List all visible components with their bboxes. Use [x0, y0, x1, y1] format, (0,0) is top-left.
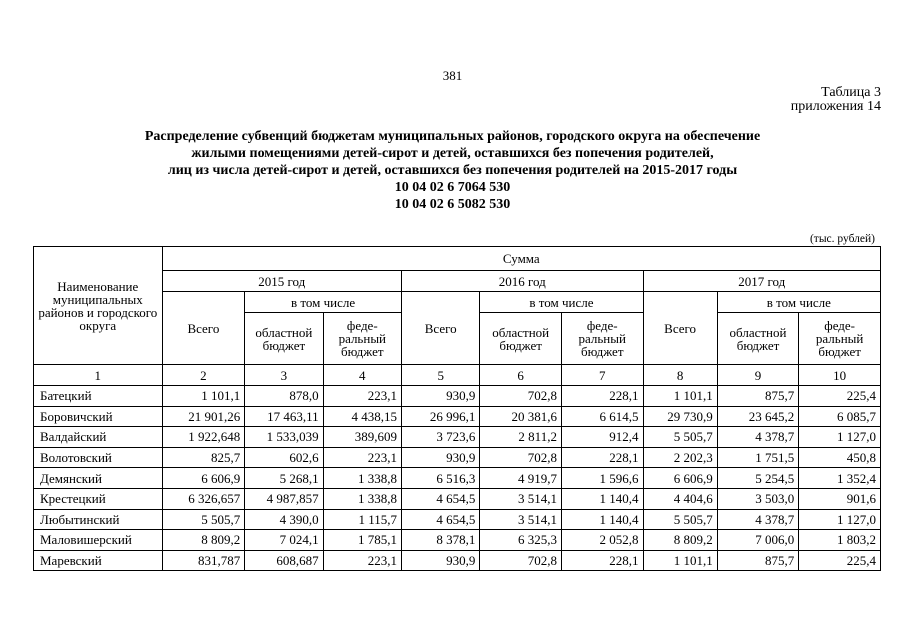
value-cell: 20 381,6	[480, 406, 562, 427]
value-cell: 225,4	[799, 550, 881, 571]
header-including: в том числе	[717, 292, 880, 313]
value-cell: 912,4	[561, 427, 643, 448]
district-name-cell: Маревский	[34, 550, 163, 571]
table-body	[34, 386, 881, 571]
value-cell: 1 101,1	[162, 386, 245, 407]
value-cell: 3 514,1	[480, 488, 562, 509]
value-cell: 608,687	[245, 550, 323, 571]
value-cell: 1 101,1	[643, 550, 717, 571]
value-cell: 1 596,6	[561, 468, 643, 489]
value-cell: 8 378,1	[402, 530, 480, 551]
value-cell: 1 140,4	[561, 509, 643, 530]
value-cell: 602,6	[245, 447, 323, 468]
value-cell: 17 463,11	[245, 406, 323, 427]
column-number: 5	[402, 365, 480, 386]
header-year-2015: 2015 год	[162, 271, 401, 292]
value-cell: 825,7	[162, 447, 245, 468]
header-year-2016: 2016 год	[402, 271, 644, 292]
column-number: 4	[323, 365, 401, 386]
value-cell: 875,7	[717, 386, 799, 407]
value-cell: 1 533,039	[245, 427, 323, 448]
column-number: 7	[561, 365, 643, 386]
header-total: Всего	[643, 292, 717, 365]
district-name-cell: Маловишерский	[34, 530, 163, 551]
table-label-line1: Таблица 3	[821, 85, 881, 100]
table-row	[34, 509, 881, 530]
value-cell: 875,7	[717, 550, 799, 571]
title-line: жилыми помещениями детей-сирот и детей, оставшихся без попечения родителей,	[191, 146, 714, 161]
title-line: Распределение субвенций бюджетам муниципальных районов, городского округа на обеспечение	[144, 129, 761, 144]
value-cell: 930,9	[402, 550, 480, 571]
header-regional-budget: областной бюджет	[245, 313, 323, 365]
value-cell: 228,1	[561, 386, 643, 407]
value-cell: 702,8	[480, 550, 562, 571]
value-cell: 1 127,0	[799, 427, 881, 448]
header-regional-budget: областной бюджет	[480, 313, 562, 365]
value-cell: 5 268,1	[245, 468, 323, 489]
value-cell: 3 514,1	[480, 509, 562, 530]
value-cell: 29 730,9	[643, 406, 717, 427]
table-label	[791, 86, 881, 114]
value-cell: 223,1	[323, 386, 401, 407]
column-number: 8	[643, 365, 717, 386]
value-cell: 1 140,4	[561, 488, 643, 509]
value-cell: 228,1	[561, 447, 643, 468]
value-cell: 4 987,857	[245, 488, 323, 509]
value-cell: 2 811,2	[480, 427, 562, 448]
value-cell: 21 901,26	[162, 406, 245, 427]
value-cell: 6 326,657	[162, 488, 245, 509]
header-total: Всего	[402, 292, 480, 365]
header-sum: Сумма	[162, 247, 880, 271]
header-federal-budget: феде-ральный бюджет	[323, 313, 401, 365]
value-cell: 223,1	[323, 447, 401, 468]
header-regional-budget: областной бюджет	[717, 313, 799, 365]
value-cell: 1 352,4	[799, 468, 881, 489]
value-cell: 901,6	[799, 488, 881, 509]
value-cell: 702,8	[480, 447, 562, 468]
column-number: 10	[799, 365, 881, 386]
value-cell: 4 378,7	[717, 509, 799, 530]
value-cell: 3 723,6	[402, 427, 480, 448]
value-cell: 6 606,9	[162, 468, 245, 489]
value-cell: 930,9	[402, 447, 480, 468]
title-line: лиц из числа детей-сирот и детей, оставшихся без попечения родителей на 2015-2017 годы	[167, 163, 738, 178]
value-cell: 3 503,0	[717, 488, 799, 509]
units-note: (тыс. рублей)	[809, 233, 875, 245]
value-cell: 26 996,1	[402, 406, 480, 427]
table-row	[34, 550, 881, 571]
value-cell: 223,1	[323, 550, 401, 571]
value-cell: 702,8	[480, 386, 562, 407]
value-cell: 1 101,1	[643, 386, 717, 407]
value-cell: 6 606,9	[643, 468, 717, 489]
budget-code-line: 10 04 02 6 5082 530	[394, 197, 511, 212]
value-cell: 6 614,5	[561, 406, 643, 427]
value-cell: 4 919,7	[480, 468, 562, 489]
value-cell: 7 006,0	[717, 530, 799, 551]
column-numbers-row	[34, 365, 881, 386]
value-cell: 7 024,1	[245, 530, 323, 551]
value-cell: 878,0	[245, 386, 323, 407]
district-name-cell: Демянский	[34, 468, 163, 489]
column-number: 6	[480, 365, 562, 386]
value-cell: 8 809,2	[643, 530, 717, 551]
value-cell: 1 785,1	[323, 530, 401, 551]
district-name-cell: Крестецкий	[34, 488, 163, 509]
page-number: 381	[442, 68, 463, 83]
district-name-cell: Боровичский	[34, 406, 163, 427]
value-cell: 4 404,6	[643, 488, 717, 509]
value-cell: 2 052,8	[561, 530, 643, 551]
header-total: Всего	[162, 292, 245, 365]
header-name-column: Наименование муниципальных районов и городского округа	[34, 247, 163, 365]
value-cell: 225,4	[799, 386, 881, 407]
table-row	[34, 488, 881, 509]
document-title	[0, 128, 905, 213]
value-cell: 1 338,8	[323, 488, 401, 509]
header-including: в том числе	[480, 292, 643, 313]
value-cell: 389,609	[323, 427, 401, 448]
value-cell: 5 254,5	[717, 468, 799, 489]
value-cell: 6 516,3	[402, 468, 480, 489]
value-cell: 5 505,7	[162, 509, 245, 530]
column-number: 2	[162, 365, 245, 386]
header-federal-budget: феде-ральный бюджет	[561, 313, 643, 365]
table-row	[34, 447, 881, 468]
value-cell: 4 378,7	[717, 427, 799, 448]
table-row	[34, 406, 881, 427]
budget-code-line: 10 04 02 6 7064 530	[394, 180, 511, 195]
value-cell: 4 654,5	[402, 509, 480, 530]
table-label-line2: приложения 14	[790, 99, 881, 114]
subventions-table	[33, 246, 881, 571]
district-name-cell: Волотовский	[34, 447, 163, 468]
value-cell: 6 325,3	[480, 530, 562, 551]
table-row	[34, 468, 881, 489]
district-name-cell: Валдайский	[34, 427, 163, 448]
value-cell: 23 645,2	[717, 406, 799, 427]
header-year-2017: 2017 год	[643, 271, 881, 292]
value-cell: 4 438,15	[323, 406, 401, 427]
value-cell: 2 202,3	[643, 447, 717, 468]
value-cell: 1 922,648	[162, 427, 245, 448]
district-name-cell: Любытинский	[34, 509, 163, 530]
table-row	[34, 530, 881, 551]
value-cell: 5 505,7	[643, 509, 717, 530]
value-cell: 5 505,7	[643, 427, 717, 448]
column-number: 9	[717, 365, 799, 386]
value-cell: 4 390,0	[245, 509, 323, 530]
value-cell: 228,1	[561, 550, 643, 571]
value-cell: 1 803,2	[799, 530, 881, 551]
value-cell: 930,9	[402, 386, 480, 407]
value-cell: 1 751,5	[717, 447, 799, 468]
header-federal-budget: феде-ральный бюджет	[799, 313, 881, 365]
value-cell: 1 338,8	[323, 468, 401, 489]
district-name-cell: Батецкий	[34, 386, 163, 407]
value-cell: 450,8	[799, 447, 881, 468]
value-cell: 8 809,2	[162, 530, 245, 551]
column-number: 3	[245, 365, 323, 386]
header-including: в том числе	[245, 292, 402, 313]
value-cell: 4 654,5	[402, 488, 480, 509]
value-cell: 1 115,7	[323, 509, 401, 530]
table-row	[34, 427, 881, 448]
value-cell: 1 127,0	[799, 509, 881, 530]
value-cell: 6 085,7	[799, 406, 881, 427]
value-cell: 831,787	[162, 550, 245, 571]
column-number: 1	[34, 365, 163, 386]
table-row	[34, 386, 881, 407]
